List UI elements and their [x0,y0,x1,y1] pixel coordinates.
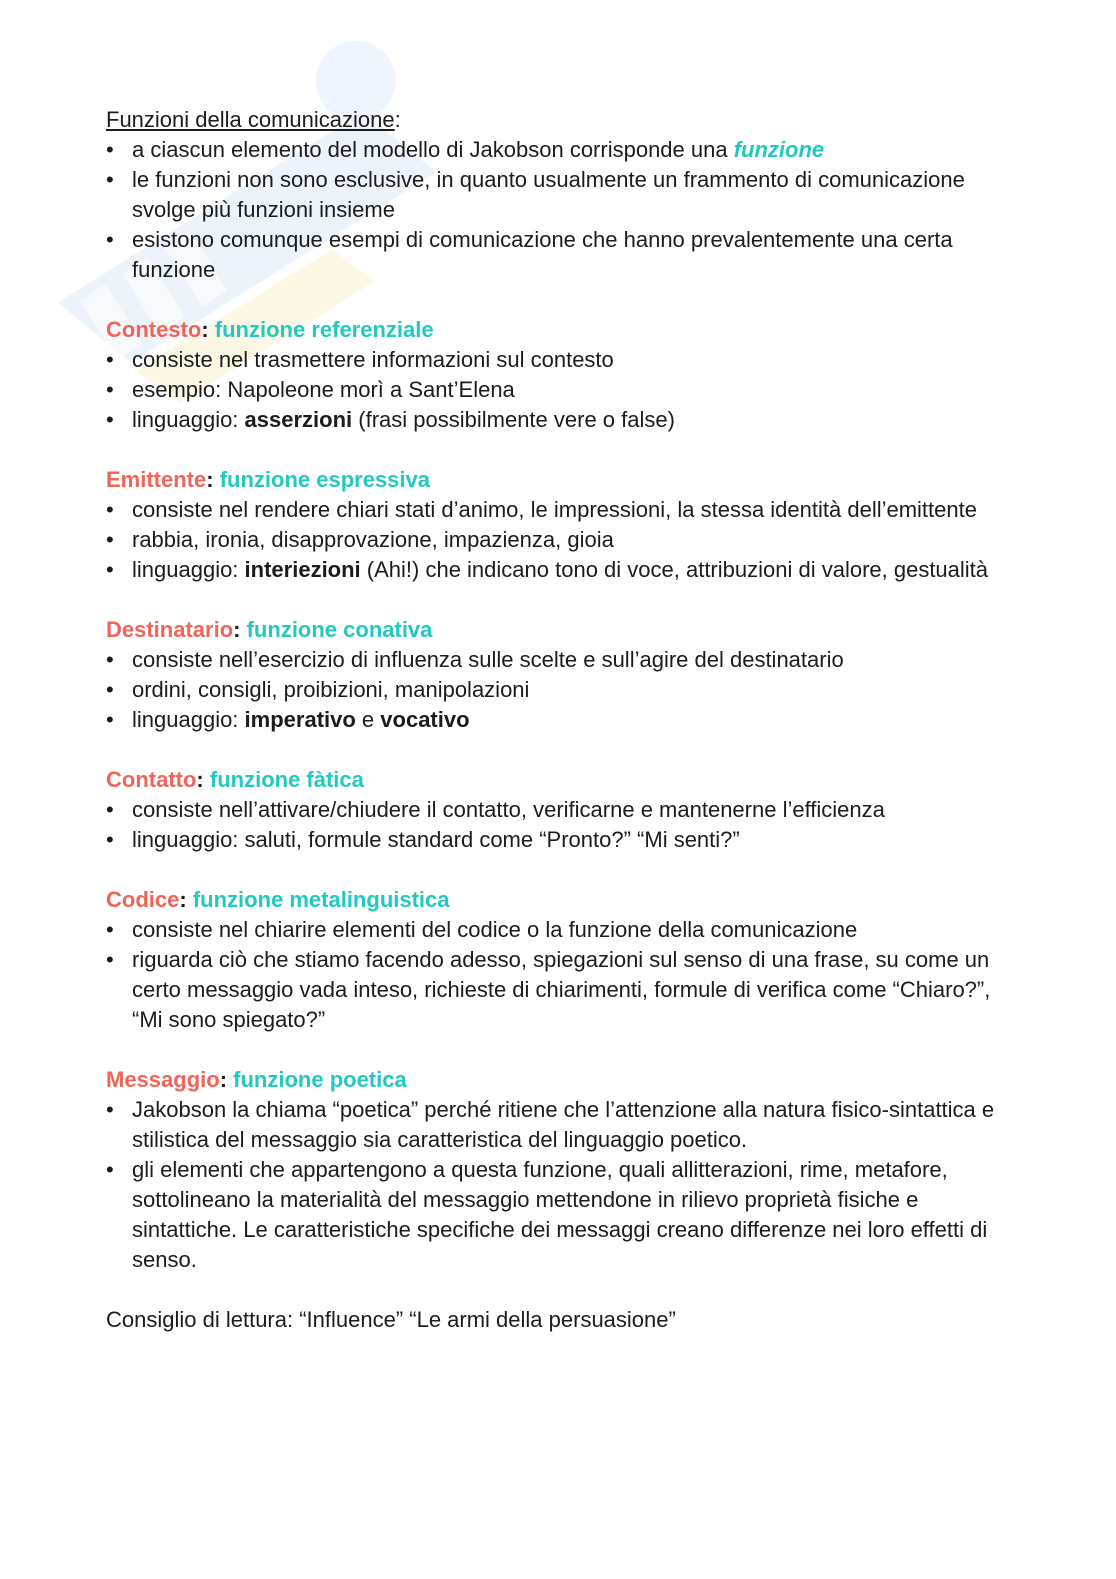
section-heading: Contatto: funzione fàtica [106,767,364,792]
list-item-text: (frasi possibilmente vere o false) [352,407,675,432]
list-item: • rabbia, ironia, disapprovazione, impazienza, gioia [106,525,1006,555]
section-heading: Messaggio: funzione poetica [106,1067,407,1092]
intro-heading [106,105,1006,135]
heading-element: Contesto [106,317,202,342]
list-item: • Jakobson la chiama “poetica” perché ritiene che l’attenzione alla natura fisico-sintattica e stilistica del messaggio sia caratteristica del linguaggio poetico. [106,1095,1006,1155]
list-item-text: a ciascun elemento del modello di Jakobson corrisponde una [132,137,734,162]
reading-suggestion: Consiglio di lettura: “Influence” “Le armi della persuasione” [106,1307,676,1332]
heading-element: Destinatario [106,617,234,642]
document-body [106,105,1006,1335]
section-contesto [106,315,1006,435]
bold-term: vocativo [380,707,470,732]
heading-function: funzione referenziale [214,317,434,342]
list-item [106,135,1006,165]
bold-term: asserzioni [244,407,353,432]
list-item: • consiste nel chiarire elementi del codice o la funzione della comunicazione [106,915,1006,945]
intro-colon: : [394,107,401,132]
heading-function: funzione fàtica [209,767,364,792]
section-list [106,1095,1006,1275]
section-list [106,345,1006,435]
section-list [106,795,1006,855]
list-item: • ordini, consigli, proibizioni, manipolazioni [106,675,1006,705]
list-item: • linguaggio: saluti, formule standard come “Pronto?” “Mi senti?” [106,825,1006,855]
section-list [106,915,1006,1035]
list-item: • esempio: Napoleone morì a Sant’Elena [106,375,1006,405]
section-destinatario [106,615,1006,735]
heading-element: Contatto [106,767,197,792]
heading-function: funzione metalinguistica [192,887,450,912]
list-item: • consiste nel rendere chiari stati d’animo, le impressioni, la stessa identità dell’emittente [106,495,1006,525]
section-contatto [106,765,1006,855]
list-item: • consiste nell’attivare/chiudere il contatto, verificarne e mantenerne l’efficienza [106,795,1006,825]
funzione-highlight: funzione [733,137,825,162]
section-heading: Codice: funzione metalinguistica [106,887,450,912]
intro-section [106,105,1006,285]
list-item: • esistono comunque esempi di comunicazione che hanno prevalentemente una certa funzione [106,225,1006,285]
list-item [106,555,1006,585]
section-messaggio [106,1065,1006,1275]
bold-term: interiezioni [244,557,361,582]
section-heading: Destinatario: funzione conativa [106,617,433,642]
heading-function: funzione espressiva [219,467,431,492]
list-item-text: (Ahi!) che indicano tono di voce, attribuzioni di valore, gestualità [360,557,989,582]
list-item [106,705,1006,735]
section-list [106,495,1006,585]
list-item [106,405,1006,435]
list-item: • riguarda ciò che stiamo facendo adesso, spiegazioni sul senso di una frase, su come un certo messaggio vada inteso, richieste di chiarimenti, formule di verifica come “Chiaro?”, “Mi sono spiegato?” [106,945,1006,1035]
list-item: • gli elementi che appartengono a questa funzione, quali allitterazioni, rime, metafore, sottolineano la materialità del messaggio mettendone in rilievo proprietà fisiche e sintattiche. Le caratteristiche specifiche dei messaggi creano differenze nei loro effetti di senso. [106,1155,1006,1275]
list-item: • consiste nell’esercizio di influenza sulle scelte e sull’agire del destinatario [106,645,1006,675]
intro-list [106,135,1006,285]
list-item: • consiste nel trasmettere informazioni sul contesto [106,345,1006,375]
list-item-text: e [355,707,381,732]
heading-function: funzione conativa [246,617,433,642]
intro-title: Funzioni della comunicazione [106,107,395,132]
heading-function: funzione poetica [233,1067,407,1092]
list-item-text: linguaggio: [132,707,245,732]
list-item: • le funzioni non sono esclusive, in quanto usualmente un frammento di comunicazione svolge più funzioni insieme [106,165,1006,225]
heading-element: Emittente [106,467,207,492]
list-item-text: linguaggio: [132,407,245,432]
section-emittente [106,465,1006,585]
bold-term: imperativo [244,707,356,732]
list-item-text: linguaggio: [132,557,245,582]
section-heading: Emittente: funzione espressiva [106,467,431,492]
section-heading: Contesto: funzione referenziale [106,317,434,342]
heading-element: Codice [106,887,180,912]
section-list [106,645,1006,735]
heading-element: Messaggio [106,1067,220,1092]
section-codice [106,885,1006,1035]
